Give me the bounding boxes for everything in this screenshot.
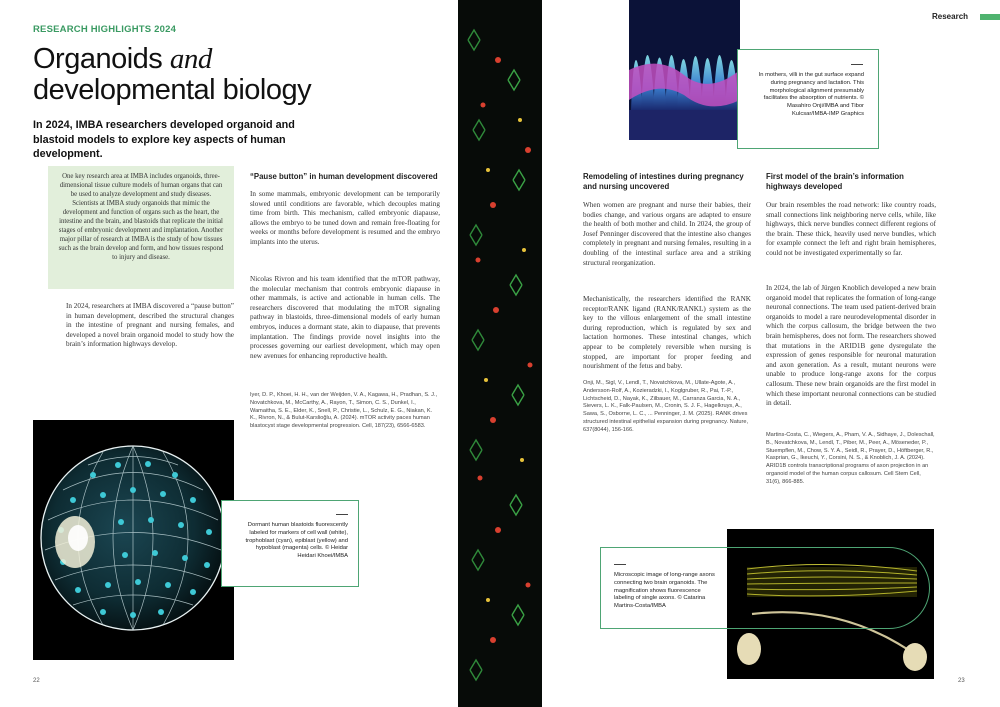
page-number-left: 22: [33, 678, 40, 684]
section1-paragraph-2: Nicolas Rivron and his team identified that the mTOR pathway, the molecular mechanism that controls embryonic diapause in other mammals, is active and actionable in human cells. The researchers discovered that modulating the mTOR signaling pathway in blastoids, three-dimensional models of early human embryos, induces a dormant state, akin to diapause, that prevents implantation. The findings provide novel insights into the processes governing our earliest development, which may open new avenues for enhancing reproductive health.: [250, 275, 440, 360]
page-title: [33, 44, 353, 106]
caption-rule: [851, 64, 863, 65]
section3-heading: First model of the brain’s information highways developed: [766, 172, 904, 191]
section2-paragraph-2: Mechanistically, the researchers identified the RANK receptor/RANK ligand (RANK/RANKL) system as the key to the villous enlargement of the small intestine during reproduction, which is regulated by sex and lactation hormones. These intestinal changes, which appear to be completely reversible when nursing is stopped, are important for proper feeding and nourishment of the fetus and baby.: [583, 295, 751, 371]
blastoid-caption: Dormant human blastoids fluorescently labeled for markers of cell wall (white), trophoblast (cyan), epiblast (yellow) and hypoblast (magenta) cells. © Heidar Heidari Khoei/IMBA: [245, 522, 348, 560]
section-kicker: RESEARCH HIGHLIGHTS 2024: [33, 24, 177, 35]
center-image-strip: [458, 0, 542, 707]
intro-box: [48, 166, 234, 289]
blastoid-illustration: [33, 420, 234, 660]
running-header: Research: [932, 12, 969, 21]
caption-rule: [614, 564, 626, 565]
section1-reference: Iyer, D. P., Khoei, H. H., van der Weijden, V. A., Kagawa, H., Pradhan, S. J., Novatchkova, M., McCarthy, A., Rayon, T., Simon, C. S., Dunkel, I., Wamaitha, S. E., Elder, K., Snell, P., Christie, L., Schulz, E. G., Niakan, K. K., Rivron, N., & Bulut-Karslioğlu, A. (2024). mTOR activity paces human blastocyst stage developmental progression. Cell, 187(23), 6566-6583.: [250, 392, 438, 430]
title-part-a: Organoids: [33, 43, 170, 75]
blastoid-photo: [33, 420, 234, 660]
page-number-right: 23: [958, 678, 965, 684]
lead-paragraph: In 2024, IMBA researchers developed organoid and blastoid models to explore key aspects of human development.: [33, 119, 295, 161]
title-part-b: and: [169, 43, 212, 75]
section2-paragraph-1: When women are pregnant and nurse their babies, their bodies change, and various organs are adapted to ensure the health of both mother and child. In 2024, the group of Josef Penninger discovered that the intestine also changes completely in pregnant and nursing females, resulting in a doubling of the intestinal surface area and a striking structural reorganization.: [583, 201, 751, 267]
intro-paragraph: In 2024, researchers at IMBA discovered a “pause button” in human development, described the structural changes in the intestine of pregnant and nursing females, and developed a novel brain organoid model to study how the brain’s information highways develop.: [66, 302, 234, 349]
axon-caption: Microscopic image of long-range axons connecting two brain organoids. The magnification shows fluorescence labeling of single axons. © Catarina Martins-Costa/IMBA: [614, 572, 715, 610]
title-line-2: developmental biology: [33, 74, 312, 106]
villi-caption: In mothers, villi in the gut surface expand during pregnancy and lactation. This morphological alignment presumably facilitates the absorption of nutrients. © Masahiro Onji/IMBA and Tibor Kulcsar/IMBA-IMP Graphics: [758, 72, 864, 117]
section1-heading: “Pause button” in human development discovered: [250, 172, 438, 181]
organoid-pattern: [458, 0, 542, 707]
intro-box-text: One key research area at IMBA includes organoids, three-dimensional tissue culture models of human organs that can be used to analyze development and study diseases. Scientists at IMBA study organoids that mimic the development and function of organs such as the heart, the intestine and the brain, and blastoids that replicate the initial stages of embryonic development and implantation. Another major pillar of research at IMBA is the study of how tissues such as the brain develop and form, and how tissues respond to injury and disease.: [58, 173, 224, 261]
section2-reference: Onji, M., Sigl, V., Lendl, T., Novatchkova, M., Ullate-Agote, A., Andersson-Rolf, A., Kozieradzki, I., Koglgruber, R., Pai, T.-P., Lichtscheid, D., Nayak, K., Zilbauer, M., Carranza Garcia, N. A., Sievers, L. K., Falk-Paulsen, M., Cronin, S. J. F., Hagelkruys, A., Sawa, S., Osborne, L. C., ... Penninger, J. M. (2025). RANK drives structured intestinal epithelial expansion during pregnancy. Nature, 637(8044), 156-166.: [583, 380, 749, 433]
section3-paragraph-1: Our brain resembles the road network: like country roads, small connections link neighboring nerve cells, while, like highways, thick nerve bundles connect different regions of the brain. These thick, heavily used nerve bundles, which for example connect the left and right brain hemispheres, could not be investigated experimentally so far.: [766, 201, 936, 257]
intestine-villi-photo: [629, 0, 740, 140]
section3-reference: Martins-Costa, C., Wiegers, A., Pham, V. A., Sidhaye, J., Doleschall, B., Novatchkova, M., Lendl, T., Piber, M., Peer, A., Möseneder, P., Stuempflen, M., Chow, S. Y. A., Seidl, R., Prayer, D., Höftberger, R., Kasprian, G., Ikeuchi, Y., Corsini, N. S., & Knoblich, J. A. (2024). ARID1B controls transcriptional programs of axon projection in an organoid model of the human corpus callosum. Cell Stem Cell, 31(6), 866-885.: [766, 432, 935, 485]
villi-illustration: [629, 0, 740, 140]
caption-rule: [336, 514, 348, 515]
section3-paragraph-2: In 2024, the lab of Jürgen Knoblich developed a new brain organoid model that replicates the formation of long-range neuronal connections. The team used patient-derived brain organoids to model a rare neurodevelopmental disorder in which the corpus callosum, the bridge between the two brain hemispheres, does not form. The researchers showed that mutations in the ARID1B gene dysregulate the expression of genes responsible for neuronal maturation and axon generation. As a result, mutant neurons were unable to produce long-range axons for the corpus callosum. These new brain organoids are the first model in which these important neuronal connections can be studied in detail.: [766, 284, 936, 408]
section2-heading: Remodeling of intestines during pregnancy and nursing uncovered: [583, 172, 744, 191]
header-tab: [980, 14, 1000, 20]
section1-paragraph-1: In some mammals, embryonic development can be temporarily slowed until conditions are favorable, which decouples mating time from birth. This mechanism, called embryonic diapause, allows the embryo to be tuned down and remain free-floating for weeks or months before development is resumed and the embryo implants into the uterus.: [250, 190, 440, 246]
